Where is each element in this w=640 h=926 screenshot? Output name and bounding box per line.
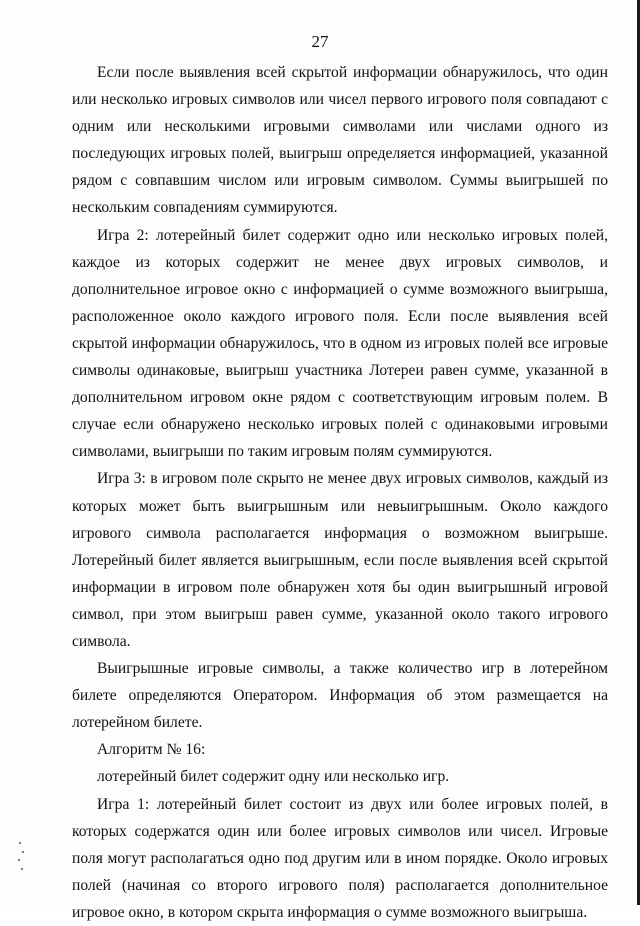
scan-artifact: [18, 842, 26, 882]
paragraph: Игра 3: в игровом поле скрыто не менее двух игровых символов, каждый из которых может быть выигрышным или невыигрышным. Около каждого игрового символа располагается информация о возможном выигрыше. Лотерейный билет является выигрышным, если после выявления всей скрытой информации в игровом поле обнаружен хотя бы один выигрышный игровой символ, при этом выигрыш равен сумме, указанной около такого игрового символа.: [72, 470, 608, 650]
paragraph: Игра 1: лотерейный билет состоит из двух или более игровых полей, в которых содержатся один или более игровых символов или чисел. Игровые поля могут располагаться одно под другим или в ином порядке. Около игровых полей (начиная со второго игрового поля) располагается дополнительное игровое окно, в котором скрыта информация о сумме возможного выигрыша.: [72, 795, 608, 921]
paragraph: Игра 2: лотерейный билет содержит одно или несколько игровых полей, каждое из которых содержит не менее двух игровых символов, и дополнительное игровое окно с информацией о сумме возможного выигрыша, расположенное около каждого игрового поля. Если после выявления всей скрытой информации обнаружилось, что в одном из игровых полей все игровые символы одинаковые, выигрыш участника Лотереи равен сумме, указанной в дополнительном игровом окне рядом с соответствующим игровым полем. В случае если обнаружено несколько игровых полей с одинаковыми игровыми символами, выигрыши по таким игровым полям суммируются.: [72, 226, 608, 461]
paragraph: Если после выявления всей скрытой информации обнаружилось, что один или несколько игровых символов или чисел первого игрового поля совпадают с одним или несколькими игровыми символами или числами одного из последующих игровых полей, выигрыш определяется информацией, указанной рядом с совпавшим числом или игровым символом. Суммы выигрышей по нескольким совпадениям суммируются.: [72, 64, 608, 217]
paragraph: лотерейный билет содержит одну или несколько игр.: [97, 768, 450, 786]
page-number: 27: [311, 32, 329, 51]
paragraph: Алгоритм № 16:: [97, 741, 206, 759]
document-body: [72, 59, 608, 926]
paragraph: Выигрышные игровые символы, а также количество игр в лотерейном билете определяются Оператором. Информация об этом размещается на лотерейном билете.: [72, 660, 608, 732]
